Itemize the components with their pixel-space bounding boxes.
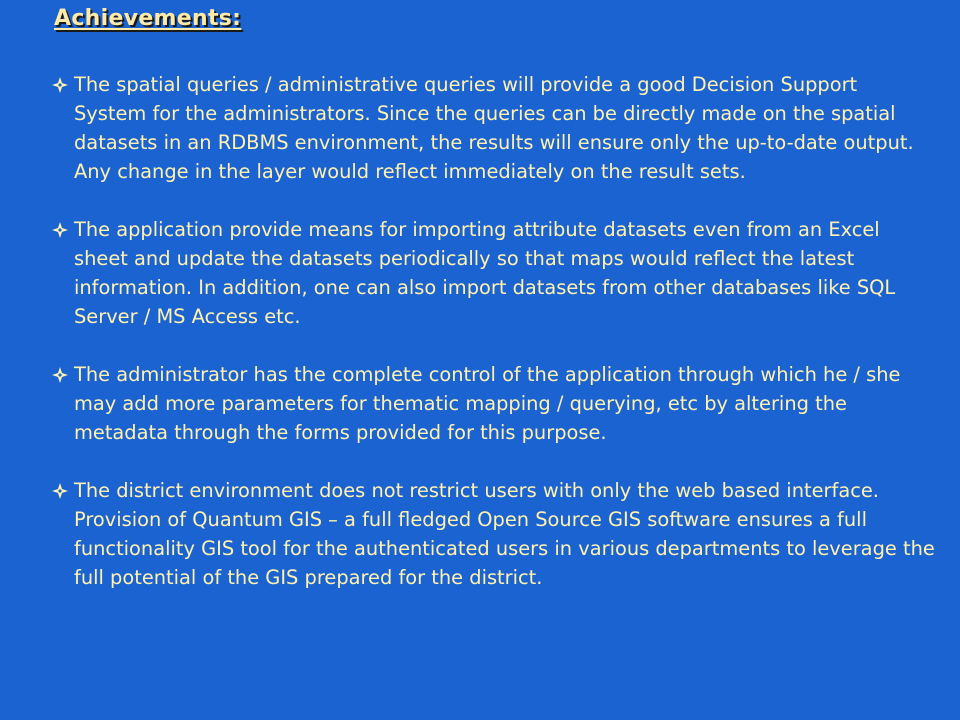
bullet-item xyxy=(50,215,935,331)
slide-title: Achievements: xyxy=(54,6,242,31)
bullet-list xyxy=(50,70,935,592)
diamond-bullet-icon xyxy=(52,483,68,499)
bullet-text: The district environment does not restrict users with only the web based interface. Provision of Quantum GIS – a full fledged Open Source GIS software ensures a full functionality GIS tool for the authenticated users in various departments to leverage the full potential of the GIS prepared for the district. xyxy=(74,479,935,589)
bullet-item xyxy=(50,70,935,186)
diamond-bullet-icon xyxy=(52,367,68,383)
bullet-item xyxy=(50,476,935,592)
diamond-bullet-icon xyxy=(52,77,68,93)
bullet-text: The spatial queries / administrative queries will provide a good Decision Support System for the administrators. Since the queries can be directly made on the spatial datasets in an RDBMS environment, the results will ensure only the up-to-date output. Any change in the layer would reflect immediately on the result sets. xyxy=(74,73,914,183)
bullet-text: The administrator has the complete control of the application through which he / she may add more parameters for thematic mapping / querying, etc by altering the metadata through the forms provided for this purpose. xyxy=(74,363,901,444)
diamond-bullet-icon xyxy=(52,222,68,238)
bullet-text: The application provide means for importing attribute datasets even from an Excel sheet and update the datasets periodically so that maps would reflect the latest information. In addition, one can also import datasets from other databases like SQL Server / MS Access etc. xyxy=(74,218,896,328)
bullet-item xyxy=(50,360,935,447)
